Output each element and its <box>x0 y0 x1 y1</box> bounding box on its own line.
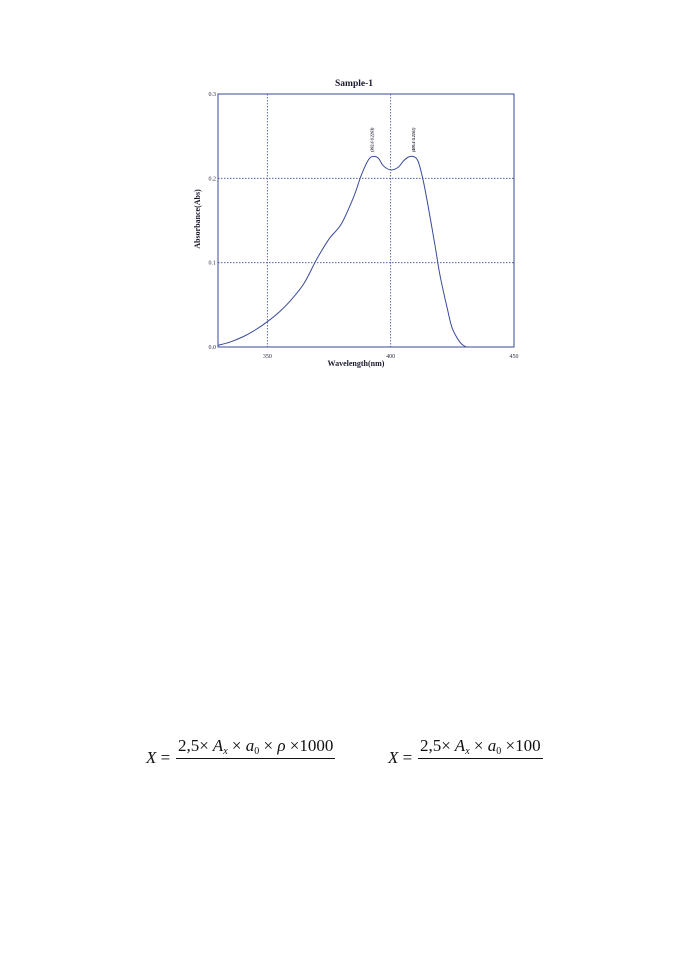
formula-right-numerator: $2,5\times A_x \times a_0 \times 100$ <box>420 736 541 757</box>
y-tick-label: 0.3 <box>208 92 216 98</box>
tick-labels <box>209 92 519 360</box>
formula-left-numerator: $2,5\times A_x \times a_0 \times \rho \times 1000$ <box>178 736 334 757</box>
formula-right-eq: = <box>402 748 413 767</box>
x-tick-label: 450 <box>509 354 519 360</box>
peak-label: (392.6 0.2263) <box>369 127 375 153</box>
plot-frame <box>218 94 514 347</box>
x-tick-label: 350 <box>262 354 272 360</box>
formula-left-x: X <box>146 748 157 767</box>
x-tick-label: 400 <box>386 354 396 360</box>
peak-label: (409.4 0.2261) <box>410 127 416 153</box>
formula-right-lhs <box>388 748 412 768</box>
absorbance-curve <box>218 156 467 347</box>
chart-title: Sample-1 <box>335 79 373 89</box>
formula-left-lhs <box>146 748 170 768</box>
y-tick-label: 0.1 <box>208 260 216 267</box>
peak-annotations <box>369 127 416 152</box>
y-axis-label: Absorbance(Abs) <box>193 189 202 249</box>
formula-left-fraction <box>176 736 335 759</box>
chart-grid <box>218 94 514 347</box>
x-axis-label: Wavelength(nm) <box>327 359 385 368</box>
y-tick-label: 0.0 <box>208 345 216 351</box>
formula-left-eq: = <box>160 748 171 767</box>
y-tick-label: 0.2 <box>208 176 216 183</box>
absorbance-chart <box>0 0 678 400</box>
formula-right-x: X <box>388 748 399 767</box>
formula-right-fraction <box>418 736 543 759</box>
